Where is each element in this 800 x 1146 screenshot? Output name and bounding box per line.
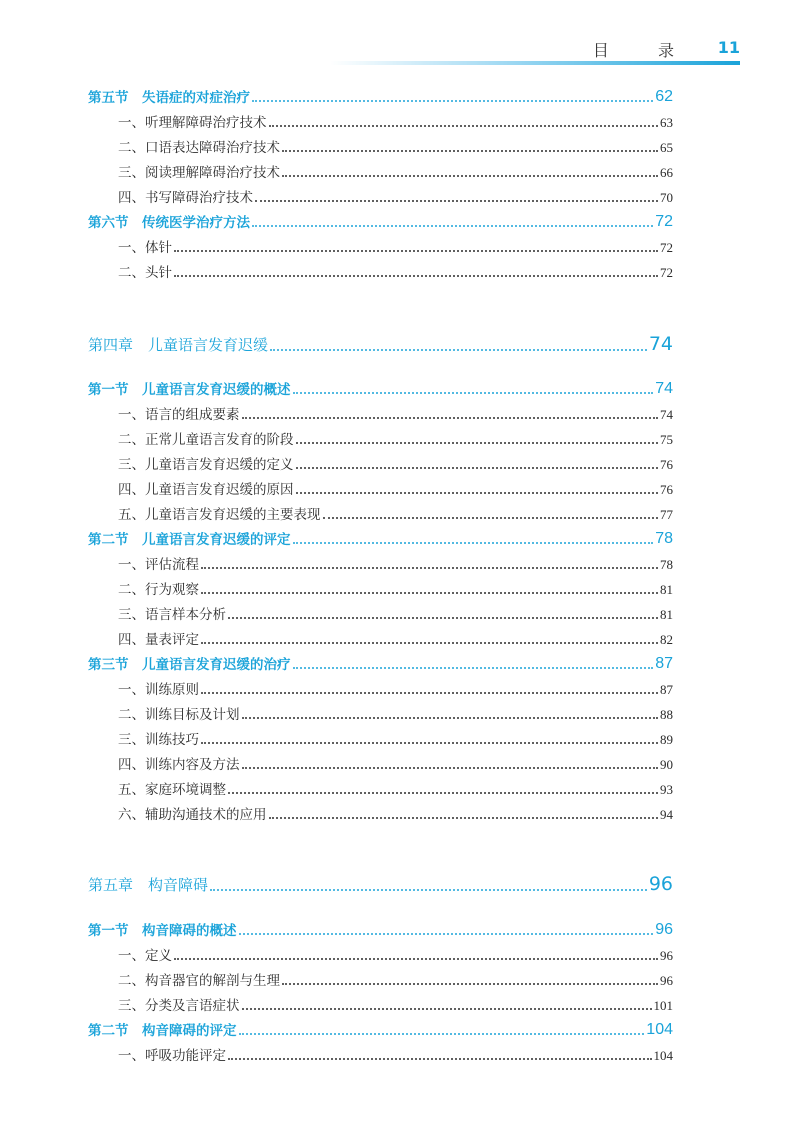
toc-entry-title: 四、量表评定 — [118, 632, 199, 648]
dot-leader — [269, 817, 659, 819]
toc-entry-title: 第二节 构音障碍的评定 — [88, 1023, 237, 1039]
toc-entry-page: 74 — [655, 380, 673, 397]
toc-item[interactable] — [118, 186, 673, 206]
toc-entry-page: 76 — [660, 482, 673, 497]
toc-section[interactable] — [88, 86, 673, 106]
dot-leader — [239, 1033, 645, 1035]
toc-entry-title: 一、体针 — [118, 240, 172, 256]
toc-item[interactable] — [118, 453, 673, 473]
dot-leader — [239, 933, 654, 935]
toc-entry-title: 第一节 儿童语言发育迟缓的概述 — [88, 382, 291, 398]
toc-entry-title: 一、语言的组成要素 — [118, 407, 240, 423]
toc-chapter[interactable] — [88, 873, 673, 895]
toc-entry-title: 五、家庭环境调整 — [118, 782, 226, 798]
dot-leader — [282, 983, 658, 985]
dot-leader — [174, 958, 658, 960]
toc-entry-page: 82 — [660, 632, 673, 647]
toc-entry-title: 一、评估流程 — [118, 557, 199, 573]
toc-item[interactable] — [118, 753, 673, 773]
dot-leader — [201, 592, 658, 594]
toc-item[interactable] — [118, 553, 673, 573]
toc-item[interactable] — [118, 111, 673, 131]
toc-entry-title: 二、正常儿童语言发育的阶段 — [118, 432, 294, 448]
dot-leader — [252, 100, 653, 102]
toc-section[interactable] — [88, 1019, 673, 1039]
toc-entry-page: 72 — [655, 213, 673, 230]
toc-entry-title: 三、分类及言语症状 — [118, 998, 240, 1014]
toc-entry-page: 96 — [660, 948, 673, 963]
toc-entry-title: 一、呼吸功能评定 — [118, 1048, 226, 1064]
dot-leader — [228, 792, 658, 794]
dot-leader — [252, 225, 653, 227]
toc-entry-page: 76 — [660, 457, 673, 472]
dot-leader — [210, 889, 647, 891]
toc-entry-title: 二、行为观察 — [118, 582, 199, 598]
toc-entry-title: 六、辅助沟通技术的应用 — [118, 807, 267, 823]
toc-entry-page: 104 — [646, 1021, 673, 1038]
toc-entry-page: 78 — [655, 530, 673, 547]
toc-entry-page: 101 — [653, 998, 673, 1013]
toc-entry-page: 96 — [660, 973, 673, 988]
toc-item[interactable] — [118, 678, 673, 698]
toc-item[interactable] — [118, 503, 673, 523]
toc-entry-title: 二、构音器官的解剖与生理 — [118, 973, 280, 989]
toc-entry-title: 第五节 失语症的对症治疗 — [88, 90, 250, 106]
toc-item[interactable] — [118, 628, 673, 648]
toc-entry-page: 90 — [660, 757, 673, 772]
dot-leader — [293, 667, 654, 669]
toc-entry-title: 三、训练技巧 — [118, 732, 199, 748]
toc-entry-page: 74 — [648, 333, 673, 355]
toc-entry-page: 72 — [660, 240, 673, 255]
dot-leader — [242, 417, 659, 419]
dot-leader — [296, 467, 659, 469]
toc-entry-page: 62 — [655, 88, 673, 105]
toc-entry-page: 81 — [660, 582, 673, 597]
toc-item[interactable] — [118, 778, 673, 798]
toc-entry-title: 二、训练目标及计划 — [118, 707, 240, 723]
dot-leader — [282, 150, 658, 152]
toc-entry-page: 87 — [655, 655, 673, 672]
toc-entry-title: 四、书写障碍治疗技术 — [118, 190, 253, 206]
toc-item[interactable] — [118, 428, 673, 448]
toc-entry-page: 104 — [653, 1048, 673, 1063]
dot-leader — [242, 1008, 652, 1010]
toc-item[interactable] — [118, 944, 673, 964]
toc-section[interactable] — [88, 653, 673, 673]
dot-leader — [293, 542, 654, 544]
toc-section[interactable] — [88, 211, 673, 231]
toc-entry-title: 二、头针 — [118, 265, 172, 281]
toc-item[interactable] — [118, 728, 673, 748]
dot-leader — [201, 692, 658, 694]
toc-entry-page: 89 — [660, 732, 673, 747]
toc-entry-title: 一、定义 — [118, 948, 172, 964]
dot-leader — [242, 717, 659, 719]
toc-item[interactable] — [118, 478, 673, 498]
dot-leader — [201, 742, 658, 744]
toc-entry-title: 一、训练原则 — [118, 682, 199, 698]
toc-entry-title: 五、儿童语言发育迟缓的主要表现 — [118, 507, 321, 523]
toc-entry-page: 88 — [660, 707, 673, 722]
toc-entry-page: 96 — [648, 873, 673, 895]
toc-item[interactable] — [118, 136, 673, 156]
toc-entry-page: 81 — [660, 607, 673, 622]
dot-leader — [228, 1058, 652, 1060]
toc-entry-page: 72 — [660, 265, 673, 280]
toc-item[interactable] — [118, 969, 673, 989]
toc-item[interactable] — [118, 994, 673, 1014]
toc-entry-page: 77 — [660, 507, 673, 522]
header-page-number: 11 — [717, 38, 740, 57]
dot-leader — [269, 125, 659, 127]
dot-leader — [201, 642, 658, 644]
toc-entry-title: 一、听理解障碍治疗技术 — [118, 115, 267, 131]
dot-leader — [296, 492, 659, 494]
toc-entry-title: 三、阅读理解障碍治疗技术 — [118, 165, 280, 181]
dot-leader — [174, 250, 658, 252]
toc-entry-page: 87 — [660, 682, 673, 697]
toc-entry-page: 66 — [660, 165, 673, 180]
toc-entry-title: 第六节 传统医学治疗方法 — [88, 215, 250, 231]
dot-leader — [255, 200, 658, 202]
dot-leader — [282, 175, 658, 177]
toc-entry-title: 四、儿童语言发育迟缓的原因 — [118, 482, 294, 498]
toc-entry-page: 94 — [660, 807, 673, 822]
toc-entry-title: 第二节 儿童语言发育迟缓的评定 — [88, 532, 291, 548]
dot-leader — [323, 517, 659, 519]
toc-item[interactable] — [118, 236, 673, 256]
dot-leader — [270, 349, 647, 351]
dot-leader — [296, 442, 659, 444]
header-title: 目 录 — [592, 41, 696, 60]
toc-entry-page: 78 — [660, 557, 673, 572]
toc-entry-page: 74 — [660, 407, 673, 422]
dot-leader — [201, 567, 658, 569]
toc-chapter[interactable] — [88, 333, 673, 355]
toc-item[interactable] — [118, 803, 673, 823]
toc-entry-title: 三、儿童语言发育迟缓的定义 — [118, 457, 294, 473]
toc-section[interactable] — [88, 378, 673, 398]
toc-entry-page: 63 — [660, 115, 673, 130]
toc-entry-page: 93 — [660, 782, 673, 797]
dot-leader — [242, 767, 659, 769]
dot-leader — [174, 275, 658, 277]
toc-entry-title: 第五章 构音障碍 — [88, 876, 209, 894]
toc-section[interactable] — [88, 528, 673, 548]
toc-item[interactable] — [118, 603, 673, 623]
toc-entry-title: 第四章 儿童语言发育迟缓 — [88, 336, 269, 354]
dot-leader — [293, 392, 654, 394]
toc-item[interactable] — [118, 403, 673, 423]
toc-item[interactable] — [118, 703, 673, 723]
toc-item[interactable] — [118, 261, 673, 281]
toc-entry-page: 96 — [655, 921, 673, 938]
toc-entry-title: 四、训练内容及方法 — [118, 757, 240, 773]
toc-entry-title: 三、语言样本分析 — [118, 607, 226, 623]
toc-entry-title: 二、口语表达障碍治疗技术 — [118, 140, 280, 156]
toc-entry-title: 第一节 构音障碍的概述 — [88, 923, 237, 939]
toc-entry-page: 75 — [660, 432, 673, 447]
toc-entry-title: 第三节 儿童语言发育迟缓的治疗 — [88, 657, 291, 673]
toc-item[interactable] — [118, 161, 673, 181]
toc-item[interactable] — [118, 1044, 673, 1064]
dot-leader — [228, 617, 658, 619]
toc-section[interactable] — [88, 919, 673, 939]
toc-entry-page: 70 — [660, 190, 673, 205]
toc-item[interactable] — [118, 578, 673, 598]
toc-entry-page: 65 — [660, 140, 673, 155]
